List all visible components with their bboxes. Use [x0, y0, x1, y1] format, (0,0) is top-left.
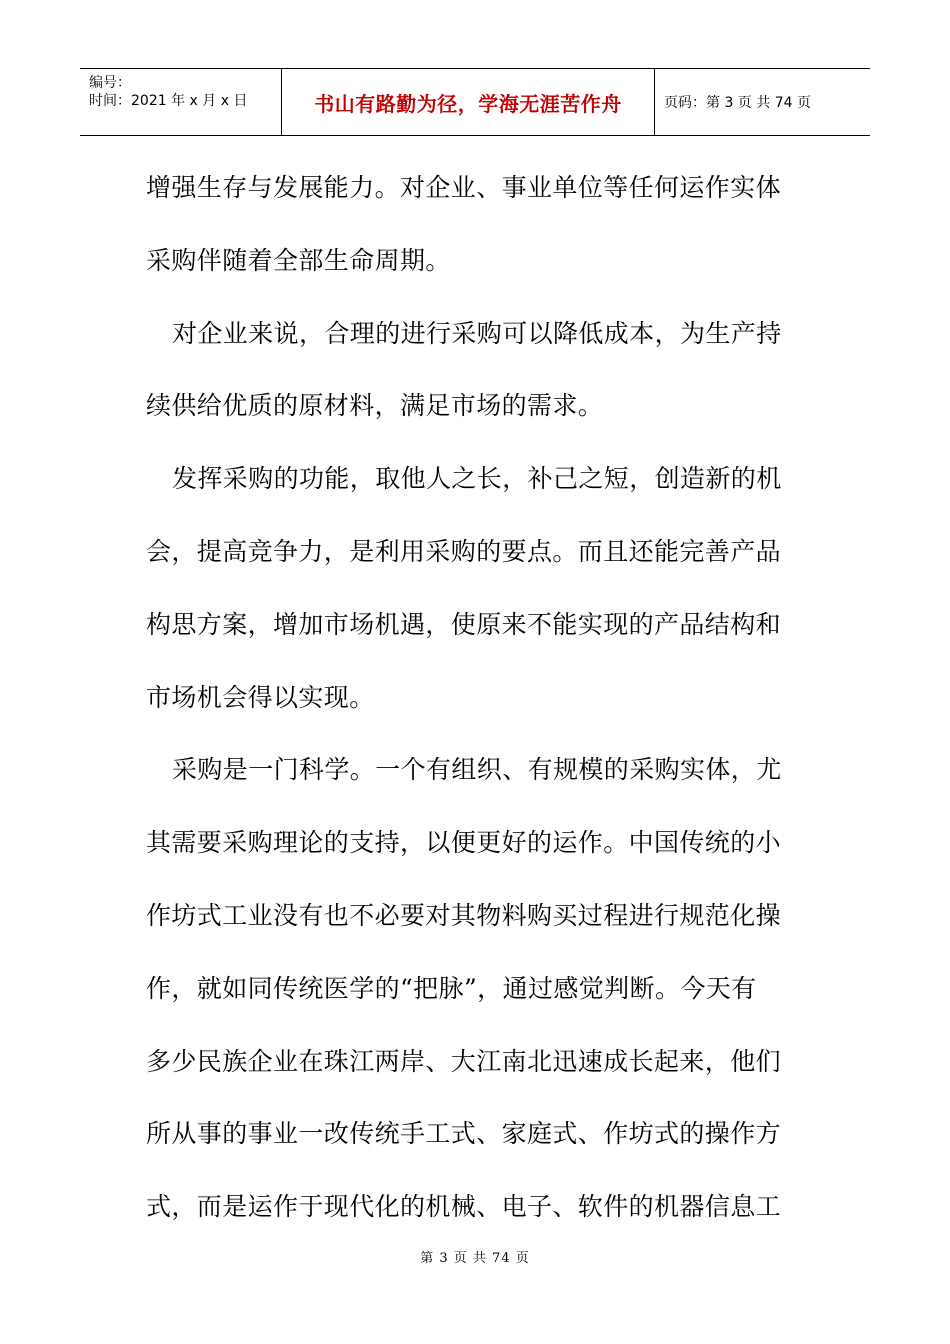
body-line: 其需要采购理论的支持，以便更好的运作。中国传统的小: [146, 828, 782, 858]
page-footer: 第 3 页 共 74 页: [420, 1251, 530, 1266]
body-line: 所从事的事业一改传统手工式、家庭式、作坊式的操作方: [146, 1119, 782, 1149]
header-page-cell: [655, 69, 870, 135]
body-line: 对企业来说，合理的进行采购可以降低成本，为生产持: [172, 318, 782, 348]
body-line: 续供给优质的原材料，满足市场的需求。: [146, 391, 604, 421]
document-number-label: 编号：: [89, 75, 131, 91]
page-header: [80, 68, 870, 136]
body-line: 多少民族企业在珠江两岸、大江南北迅速成长起来，他们: [146, 1046, 782, 1076]
body-line: 会，提高竞争力，是利用采购的要点。而且还能完善产品: [146, 536, 782, 566]
document-date-label: 时间：2021 年 x 月 x 日: [89, 93, 248, 109]
header-page-info: 页码：第 3 页 共 74 页: [664, 95, 811, 111]
body-line: 作，就如同传统医学的“把脉”，通过感觉判断。今天有: [146, 973, 757, 1003]
body-line: 式，而是运作于现代化的机械、电子、软件的机器信息工: [146, 1192, 782, 1222]
body-line: 市场机会得以实现。: [146, 682, 375, 712]
header-meta-cell: [80, 69, 282, 135]
document-body: [146, 160, 812, 1252]
body-line: 构思方案，增加市场机遇，使原来不能实现的产品结构和: [146, 609, 782, 639]
body-line: 采购伴随着全部生命周期。: [146, 245, 451, 275]
body-line: 发挥采购的功能，取他人之长，补己之短，创造新的机: [172, 464, 782, 494]
header-motto-cell: [282, 69, 655, 135]
header-motto: 书山有路勤为径，学海无涯苦作舟: [314, 91, 622, 116]
body-line: 增强生存与发展能力。对企业、事业单位等任何运作实体: [146, 173, 782, 202]
body-line: 作坊式工业没有也不必要对其物料购买过程进行规范化操: [146, 900, 782, 930]
body-line: 采购是一门科学。一个有组织、有规模的采购实体，尤: [172, 755, 782, 785]
